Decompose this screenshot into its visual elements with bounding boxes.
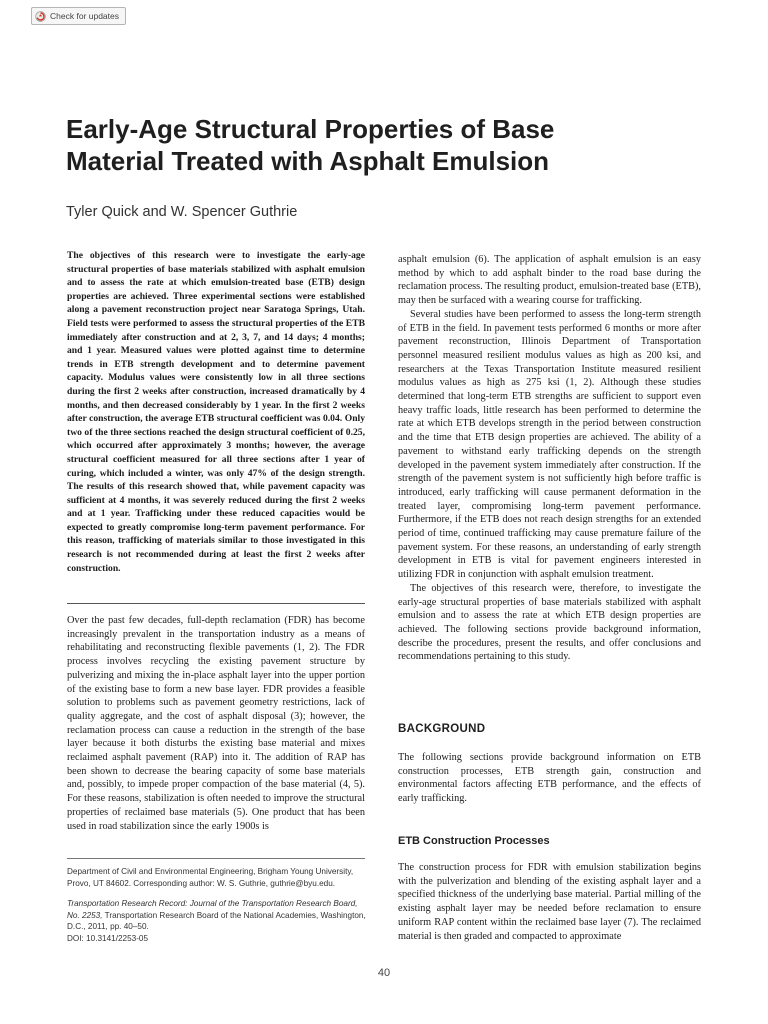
check-updates-icon (35, 11, 46, 22)
etb-construction-paragraph: The construction process for FDR with emulsion stabilization begins with the pulverization and blending of the existing asphalt layer and a specified thickness of the underlying base material. Partial milling of the existing asphalt layer may be needed before reclamation to ensure uniform RAP content within the reclaimed base layer (7). The reclaimed material is then graded and compacted to approximate (398, 862, 701, 942)
check-for-updates-badge[interactable] (31, 7, 126, 25)
footnote-divider (67, 858, 365, 859)
right-column-intro (398, 253, 701, 664)
paragraph-emulsion: asphalt emulsion (6). The application of asphalt emulsion is an easy method by which to add asphalt binder to the road base during the reclamation process. The resulting product, emulsion-treated base (ETB), may then be surfaced with a wearing course for trafficking. (398, 254, 701, 307)
title-line-2: Material Treated with Asphalt Emulsion (66, 146, 550, 176)
doi: DOI: 10.3141/2253-05 (67, 933, 149, 943)
authors: Tyler Quick and W. Spencer Guthrie (66, 204, 298, 220)
paper-title (66, 113, 716, 177)
paragraph-studies: Several studies have been performed to assess the long-term strength of ETB in the field. In pavement tests performed 6 months or more after pavement reconstruction, Illinois Department of Transportation personnel measured resilient modulus values as high as 200 ksi, and researchers at the Texas Transportation Institute measured resilient modulus values as high as 275 ksi (1, 2). Although these studies determined that long-term ETB strengths are sufficient to support even heavy traffic loads, little research has been performed to determine the rate at which ETB develops strength in the period between construction and the time that ETB design properties are achieved. The ability of a pavement to withstand early trafficking depends on the strength developed in the pavement system immediately after construction. If the strength of the pavement system is not sufficiently high before traffic is introduced, early trafficking will cause permanent deformation in the treated layer, compromising long-term pavement performance. Furthermore, if the ETB does not reach design strengths for an extended period of time, continued trafficking may cause premature failure of the pavement system. For these reasons, an understanding of early strength development in ETB is vital for pavement engineers interested in utilizing FDR in conjunction with asphalt emulsion treatment. (398, 308, 701, 581)
paragraph-objectives: The objectives of this research were, therefore, to investigate the early-age structural properties of base materials stabilized with asphalt emulsion and to assess the rate at which ETB design properties are achieved. The following sections provide background information, describe the procedures, present the results, and offer conclusions and recommendations pertaining to this study. (398, 582, 701, 663)
affiliation-footnote: Department of Civil and Environmental Engineering, Brigham Young University, Provo, UT 84602. Corresponding author: W. S. Guthrie, guthrie@byu.edu. (67, 867, 354, 888)
journal-name: Transportation Research Record: Journal of the Transportation Research Board, No. 2253, (67, 899, 358, 920)
citation-footnote (67, 898, 367, 944)
page-number: 40 (377, 967, 391, 979)
introduction-paragraph: Over the past few decades, full-depth reclamation (FDR) has become increasingly prevalent in the transportation industry as a means of rehabilitating and reconstructing flexible pavements (1, 2). The FDR process involves recycling the existing pavement structure by pulverizing and mixing the in-place asphalt layer into the upper portion of the existing base to form a new base layer. FDR provides a feasible solution to problems such as pavement geometry restrictions, lack of quality aggregate, and the cost of asphalt disposal (3); however, the reclamation process can cause a reduction in the strength of the base layer because it both disturbs the existing base material and mixes reclaimed asphalt pavement (RAP) into it. The addition of RAP has been shown to decrease the bearing capacity of some base materials and, possibly, to impede proper compaction of the base material (4, 5). For these reasons, stabilization is often needed to improve the structural properties of reclaimed base materials (5). One product that has been used in road stabilization since the early 1900s is (67, 615, 365, 832)
abstract-divider (67, 603, 365, 604)
abstract: The objectives of this research were to investigate the early-age structural properties of base materials stabilized with asphalt emulsion and to assess the rate at which emulsion-treated base (ETB) design properties are achieved. Three experimental sections were established along a pavement reconstruction project near Saratoga Springs, Utah. Field tests were performed to assess the structural properties of the ETB immediately after construction and at 2, 3, 7, and 14 days; 4 months; and 1 year. Measured values were plotted against time to determine trends in ETB strength development and to determine pavement capacity. Modulus values were consistently low in all three sections during the first 2 weeks after construction, increased dramatically by 4 months, and then decreased considerably by 1 year. In the first 2 weeks after construction, the average ETB structural coefficient was 0.04. Only two of the three sections reached the design structural coefficient of 0.25, which occurred after approximately 3 months; however, the average structural coefficient measured for all three sections after 1 year of curing, which included a winter, was only 47% of the design strength. The results of this research showed that, while pavement capacity was sufficient at 4 months, it was severely reduced during the first 2 weeks and at 1 year. Trafficking under these reduced capacities would be expected to greatly compromise long-term pavement performance. For this reason, trafficking of materials similar to those investigated in this research is not recommended during at least the first 2 weeks after construction. (67, 250, 365, 574)
background-paragraph: The following sections provide background information on ETB construction processes, ETB strength gain, construction and environmental factors affecting ETB performance, and the effects of early trafficking. (398, 752, 701, 805)
journal-details: Transportation Research Board of the National Academies, Washington, D.C., 2011, pp. 40–50. (67, 910, 366, 931)
background-heading: BACKGROUND (398, 723, 486, 735)
title-line-1: Early-Age Structural Properties of Base (66, 114, 555, 144)
etb-construction-heading: ETB Construction Processes (398, 835, 550, 847)
check-for-updates-label: Check for updates (50, 11, 119, 21)
